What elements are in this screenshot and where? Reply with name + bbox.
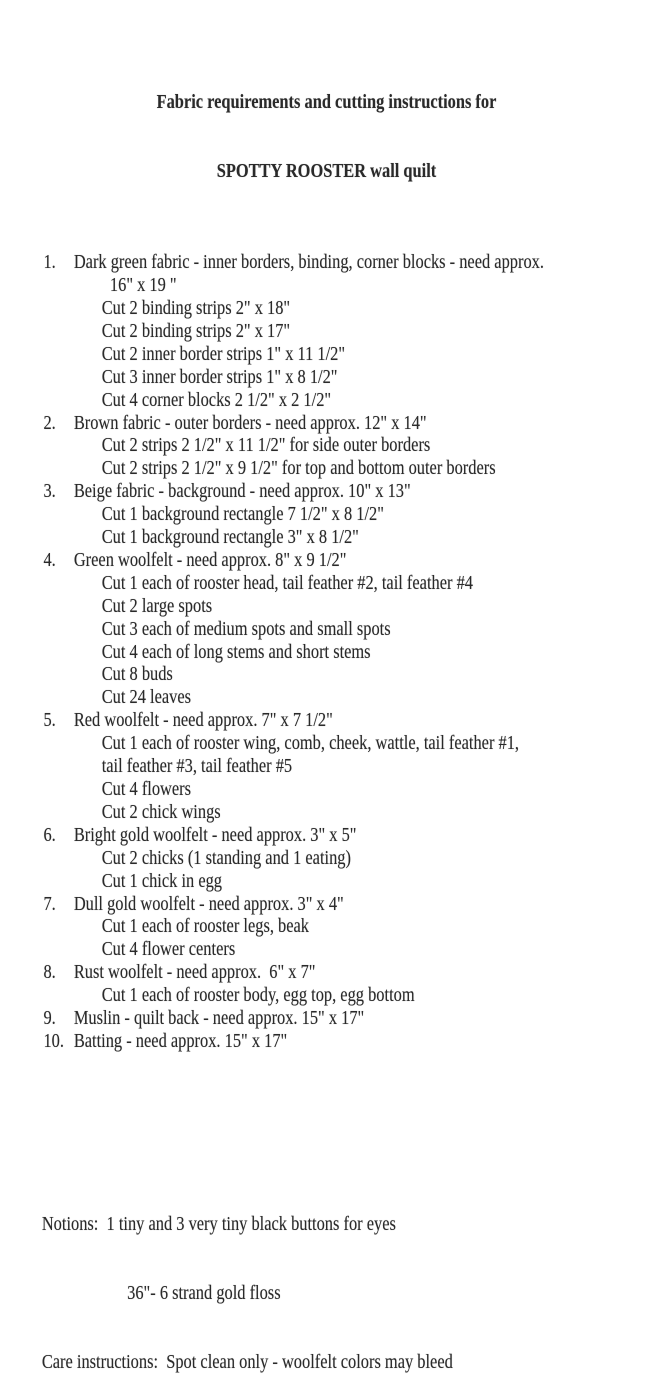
item-text: Dull gold woolfelt - need approx. 3" x 4" (73, 892, 344, 915)
document-title-line2: SPOTTY ROOSTER wall quilt (216, 159, 437, 182)
item-subline: tail feather #3, tail feather #5 (101, 755, 293, 778)
list-item (0, 549, 653, 709)
list-item (0, 1030, 653, 1053)
item-heading (0, 1030, 653, 1053)
item-subline: Cut 2 chicks (1 standing and 1 eating) (101, 846, 351, 869)
item-number: 10. (43, 1029, 64, 1052)
list-item (0, 480, 653, 549)
item-heading (0, 549, 653, 572)
item-number: 5. (43, 709, 56, 732)
item-number: 4. (43, 548, 56, 571)
item-heading (0, 480, 653, 503)
item-text: Beige fabric - background - need approx. 10" x 13" (73, 480, 411, 503)
item-heading (0, 412, 653, 435)
item-subline: Cut 4 flower centers (101, 938, 236, 961)
item-heading (0, 251, 653, 274)
item-subline: Cut 1 each of rooster body, egg top, egg bottom (101, 984, 415, 1007)
item-number: 9. (43, 1007, 56, 1030)
item-number: 8. (43, 961, 56, 984)
item-subline: Cut 1 each of rooster legs, beak (101, 915, 310, 938)
item-subline: Cut 2 large spots (101, 594, 213, 617)
item-subline: Cut 2 strips 2 1/2" x 11 1/2" for side outer borders (101, 434, 431, 457)
item-heading (0, 893, 653, 916)
item-subline: Cut 8 buds (101, 663, 173, 686)
item-subline: Cut 2 binding strips 2" x 18" (101, 296, 291, 319)
item-number: 2. (43, 411, 56, 434)
item-subline: Cut 2 binding strips 2" x 17" (101, 319, 291, 342)
item-text: Batting - need approx. 15" x 17" (73, 1029, 288, 1052)
item-heading (0, 1007, 653, 1030)
notions-floss-line: 36"- 6 strand gold floss (127, 1282, 281, 1305)
care-instructions-line: Care instructions: Spot clean only - woolfelt colors may bleed (41, 1350, 453, 1373)
list-item (0, 893, 653, 962)
item-heading (0, 961, 653, 984)
materials-list (0, 251, 653, 1053)
list-item (0, 961, 653, 1007)
item-number: 3. (43, 480, 56, 503)
item-subline: Cut 2 inner border strips 1" x 11 1/2" (101, 342, 346, 365)
list-item (0, 824, 653, 893)
item-number: 1. (43, 251, 56, 274)
item-subline: Cut 1 each of rooster wing, comb, cheek, wattle, tail feather #1, (101, 732, 520, 755)
item-subline: Cut 24 leaves (101, 686, 192, 709)
notions-line: Notions: 1 tiny and 3 very tiny black buttons for eyes (41, 1213, 396, 1236)
item-subline: Cut 2 chick wings (101, 800, 221, 823)
item-heading (0, 709, 653, 732)
blank-line-spacer (0, 1122, 653, 1145)
document-title-line1: Fabric requirements and cutting instructions for (156, 90, 497, 113)
item-heading (0, 824, 653, 847)
item-text: Green woolfelt - need approx. 8" x 9 1/2" (73, 548, 347, 571)
item-text: Red woolfelt - need approx. 7" x 7 1/2" (73, 709, 333, 732)
item-subline: Cut 3 each of medium spots and small spots (101, 617, 391, 640)
item-text: Dark green fabric - inner borders, binding, corner blocks - need approx. (73, 251, 544, 274)
item-subline: 16" x 19 " (109, 274, 177, 297)
list-item (0, 412, 653, 481)
item-number: 7. (43, 892, 56, 915)
item-subline: Cut 2 strips 2 1/2" x 9 1/2" for top and bottom outer borders (101, 457, 496, 480)
item-subline: Cut 1 background rectangle 7 1/2" x 8 1/2" (101, 503, 384, 526)
item-text: Muslin - quilt back - need approx. 15" x 17" (73, 1007, 365, 1030)
item-subline: Cut 4 each of long stems and short stems (101, 640, 371, 663)
item-subline: Cut 4 flowers (101, 778, 192, 800)
list-item (0, 251, 653, 411)
list-item (0, 1007, 653, 1030)
item-subline: Cut 3 inner border strips 1" x 8 1/2" (101, 365, 338, 388)
item-number: 6. (43, 823, 56, 846)
list-item (0, 709, 653, 824)
item-subline: Cut 1 chick in egg (101, 869, 223, 892)
item-text: Brown fabric - outer borders - need approx. 12" x 14" (73, 411, 427, 434)
item-text: Rust woolfelt - need approx. 6" x 7" (73, 961, 316, 984)
item-subline: Cut 1 background rectangle 3" x 8 1/2" (101, 526, 359, 549)
item-subline: Cut 1 each of rooster head, tail feather #2, tail feather #4 (101, 571, 473, 594)
item-subline: Cut 4 corner blocks 2 1/2" x 2 1/2" (101, 388, 332, 411)
item-text: Bright gold woolfelt - need approx. 3" x 5" (73, 823, 357, 846)
